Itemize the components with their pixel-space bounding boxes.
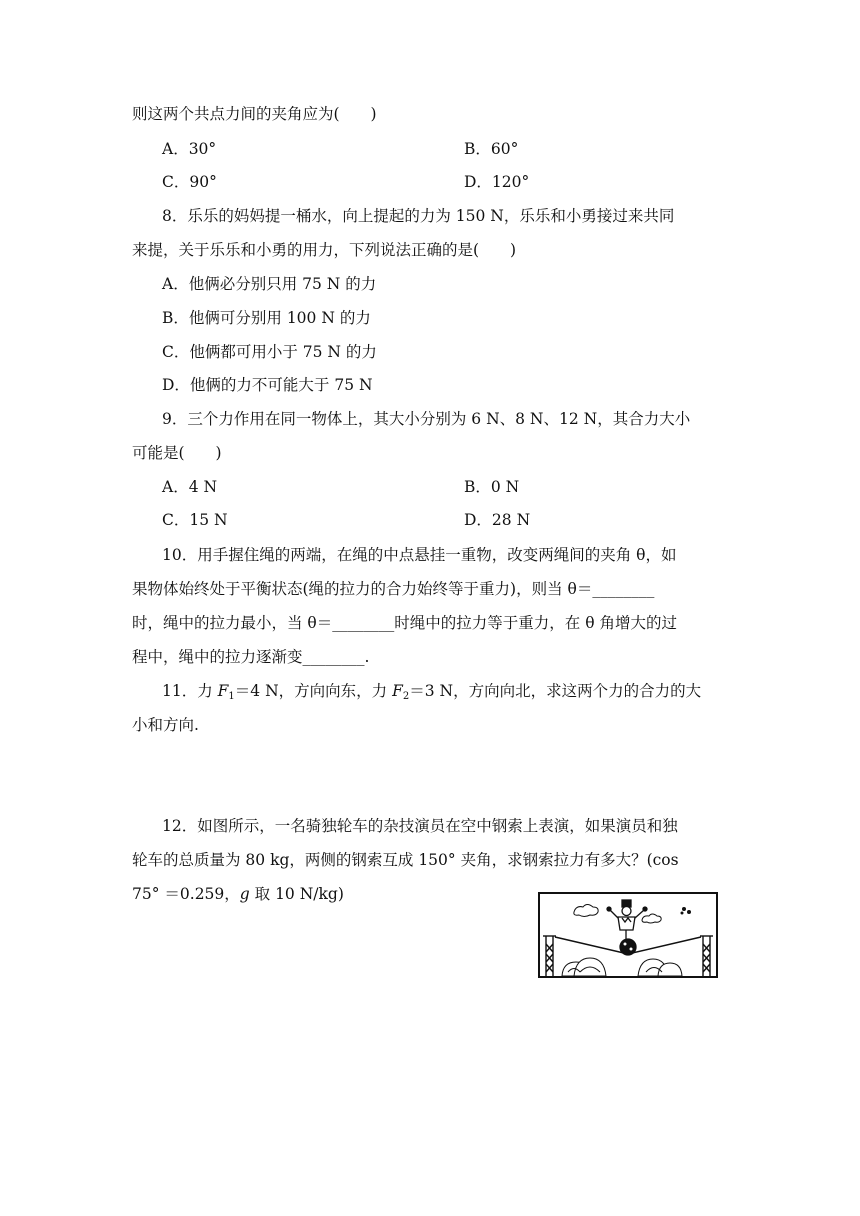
gravity-g-symbol: g <box>239 885 250 903</box>
q12-stem-line2: 轮车的总质量为 80 kg，两侧的钢索互成 150° 夹角，求钢索拉力有多大？(cos <box>132 851 679 869</box>
q7-option-b: B．60° <box>464 140 519 158</box>
q12-stem-line1: 12．如图所示，一名骑独轮车的杂技演员在空中钢索上表演，如果演员和独 <box>162 817 678 835</box>
q8-stem-line2: 来提，关于乐乐和小勇的用力，下列说法正确的是( ) <box>132 241 517 259</box>
q11-text-a: 11．力 <box>162 682 218 700</box>
tightrope-unicycle-illustration <box>538 892 718 978</box>
q12-stem-line3 <box>132 884 344 904</box>
q7-option-c: C．90° <box>162 173 217 191</box>
force-f1-symbol: F <box>217 682 229 700</box>
q10-stem-line4: 程中，绳中的拉力逐渐变________. <box>132 648 370 666</box>
q9-option-b: B．0 N <box>464 478 520 496</box>
q9-option-d: D．28 N <box>464 511 531 529</box>
q7-option-d: D．120° <box>464 173 530 191</box>
q12-text-a: 75° ＝0.259， <box>132 885 240 903</box>
q10-stem-line3: 时，绳中的拉力最小，当 θ＝________时绳中的拉力等于重力，在 θ 角增大的过 <box>132 614 677 632</box>
q8-stem-line1: 8．乐乐的妈妈提一桶水，向上提起的力为 150 N，乐乐和小勇接过来共同 <box>162 207 675 225</box>
q8-option-a: A．他俩必分别只用 75 N 的力 <box>162 275 377 293</box>
q10-stem-line2: 果物体始终处于平衡状态(绳的拉力的合力始终等于重力)，则当 θ＝________ <box>132 580 655 598</box>
q11-text-b: ＝4 N，方向向东，力 <box>234 682 393 700</box>
q11-stem-line2: 小和方向. <box>132 716 199 734</box>
q9-option-a: A．4 N <box>162 478 218 496</box>
q11-text-c: ＝3 N，方向向北，求这两个力的合力的大 <box>409 682 702 700</box>
q10-stem-line1: 10．用手握住绳的两端，在绳的中点悬挂一重物，改变两绳间的夹角 θ，如 <box>162 546 677 564</box>
q8-option-b: B．他俩可分别用 100 N 的力 <box>162 309 371 327</box>
force-f1-subscript: 1 <box>228 691 235 702</box>
q9-option-c: C．15 N <box>162 511 228 529</box>
force-f2-subscript: 2 <box>402 691 410 702</box>
q8-option-c: C．他俩都可用小于 75 N 的力 <box>162 343 377 361</box>
q9-stem-line1: 9．三个力作用在同一物体上，其大小分别为 6 N、8 N、12 N，其合力大小 <box>162 410 691 428</box>
q11-stem-line1 <box>162 681 701 707</box>
q8-option-d: D．他俩的力不可能大于 75 N <box>162 376 373 394</box>
q7-stem: 则这两个共点力间的夹角应为( ) <box>132 105 377 123</box>
q12-text-b: 取 10 N/kg) <box>249 885 344 903</box>
q7-option-a: A．30° <box>162 140 217 158</box>
force-f2-symbol: F <box>392 682 403 700</box>
q9-stem-line2: 可能是( ) <box>132 444 222 462</box>
